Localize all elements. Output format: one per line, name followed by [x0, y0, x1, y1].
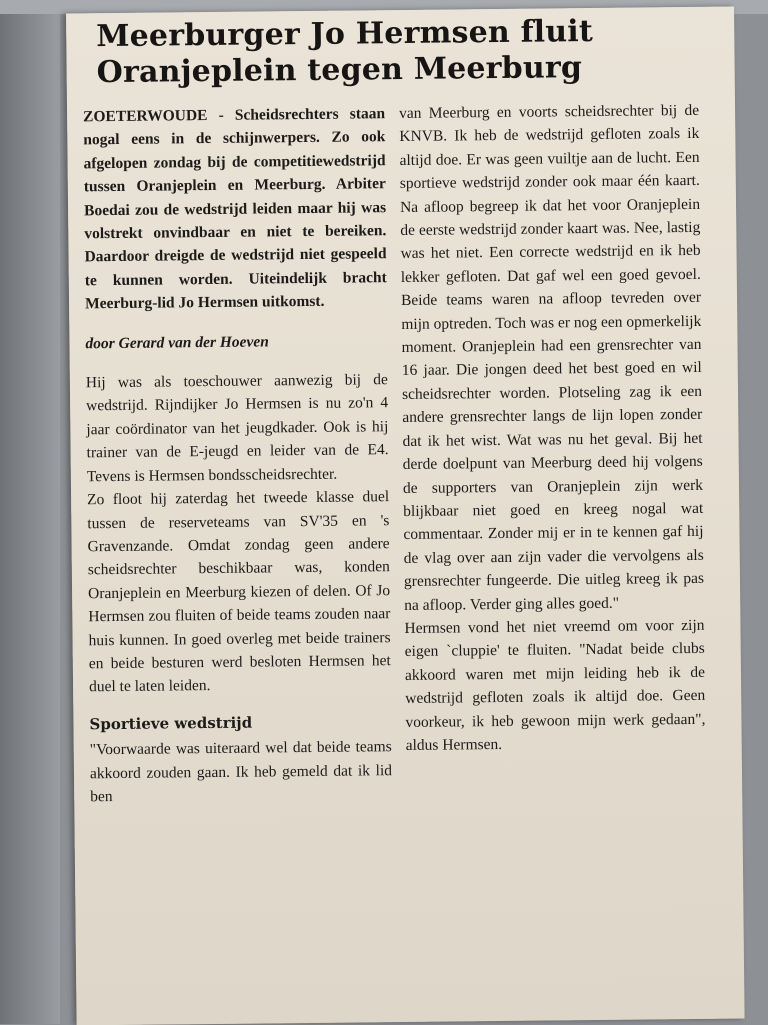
- lede-text: - Scheidsrechters staan nogal eens in de schijnwerpers. Zo ook afgelopen zondag bij de competitiewedstrijd tussen Oranjeplein en Meerburg. Arbiter Boedai zou de wedstrijd leiden maar hij was volstrekt onvindbaar en niet te bereiken. Daardoor dreigde de wedstrijd niet gespeeld te kunnen worden. Uiteindelijk bracht Meerburg-lid Jo Hermsen uitkomst.: [83, 105, 387, 313]
- subheading: Sportieve wedstrijd: [89, 713, 253, 734]
- headline: [96, 13, 717, 91]
- body-paragraph-4: Hermsen vond het niet vreemd om voor zijn eigen `cluppie' te fluiten. "Nadat beide clubs akkoord waren met mijn leiding heb ik de wedstrijd gefloten zoals ik altijd doe. Geen voorkeur, ik heb gewoon mijn werk gedaan", aldus Hermsen.: [404, 616, 706, 754]
- article-column-left: [83, 102, 392, 808]
- headline-line-2: Oranjeplein tegen Meerburg: [96, 50, 583, 91]
- lede-paragraph: [83, 102, 387, 316]
- background-left-shadow: [0, 0, 60, 1024]
- body-paragraph-1: Hij was als toeschouwer aanwezig bij de wedstrijd. Rijndijker Jo Hermsen is nu zo'n 4 jaar coördinator van het jeugdkader. Ook is hij trainer van de E-jeugd en leider van de E4. Tevens is Hermsen bondsscheidsrechter.: [85, 371, 389, 485]
- article-column-right: [399, 99, 706, 757]
- body-paragraph-2: Zo floot hij zaterdag het tweede klasse duel tussen de reserveteams van SV'35 en 's Gravenzande. Omdat zondag geen andere scheidsrechter beschikbaar was, konden Oranjeplein en Meerburg kiezen of delen. Of Jo Hermsen zou fluiten of beide teams zouden naar huis kunnen. In goed overleg met beide trainers en beide besturen werd besloten Hermsen het duel te laten leiden.: [87, 488, 391, 696]
- newspaper-clipping: [66, 7, 745, 1025]
- headline-line-1: Meerburger Jo Hermsen fluit: [96, 13, 594, 55]
- byline: door Gerard van der Hoeven: [85, 333, 269, 352]
- body-paragraph-3: "Voorwaarde was uiteraard wel dat beide teams akkoord zouden gaan. Ik heb gemeld dat ik lid ben: [89, 738, 393, 806]
- body-paragraph-3-continued: van Meerburg en voorts scheidsrechter bij de KNVB. Ik heb de wedstrijd gefloten zoals ik altijd doe. Er was geen vuiltje aan de lucht. Een sportieve wedstrijd zonder ook maar één kaart. Na afloop begreep ik dat het voor Oranjeplein de eerste wedstrijd zonder kaart was. Nee, lastig was het niet. Een correcte wedstrijd en ik heb lekker gefloten. Dat gaf wel een goed gevoel. Beide teams waren na afloop tevreden over mijn optreden. Toch was er nog een opmerkelijk moment. Oranjeplein had een grensrechter van 16 jaar. Die jongen deed het best goed en wil scheidsrechter worden. Plotseling zag ik een andere grensrechter langs de lijn lopen zonder dat ik het wist. Wat was nu het geval. Bij het derde doelpunt van Meerburg deed hij volgens de supporters van Oranjeplein zijn werk blijkbaar niet goed en kreeg nogal wat commentaar. Zonder mij er in te kennen gaf hij de vlag over aan zijn vader die vervolgens als grensrechter fungeerde. Die uitleg kreeg ik pas na afloop. Verder ging alles goed.": [398, 101, 705, 614]
- dateline: ZOETERWOUDE: [83, 107, 208, 126]
